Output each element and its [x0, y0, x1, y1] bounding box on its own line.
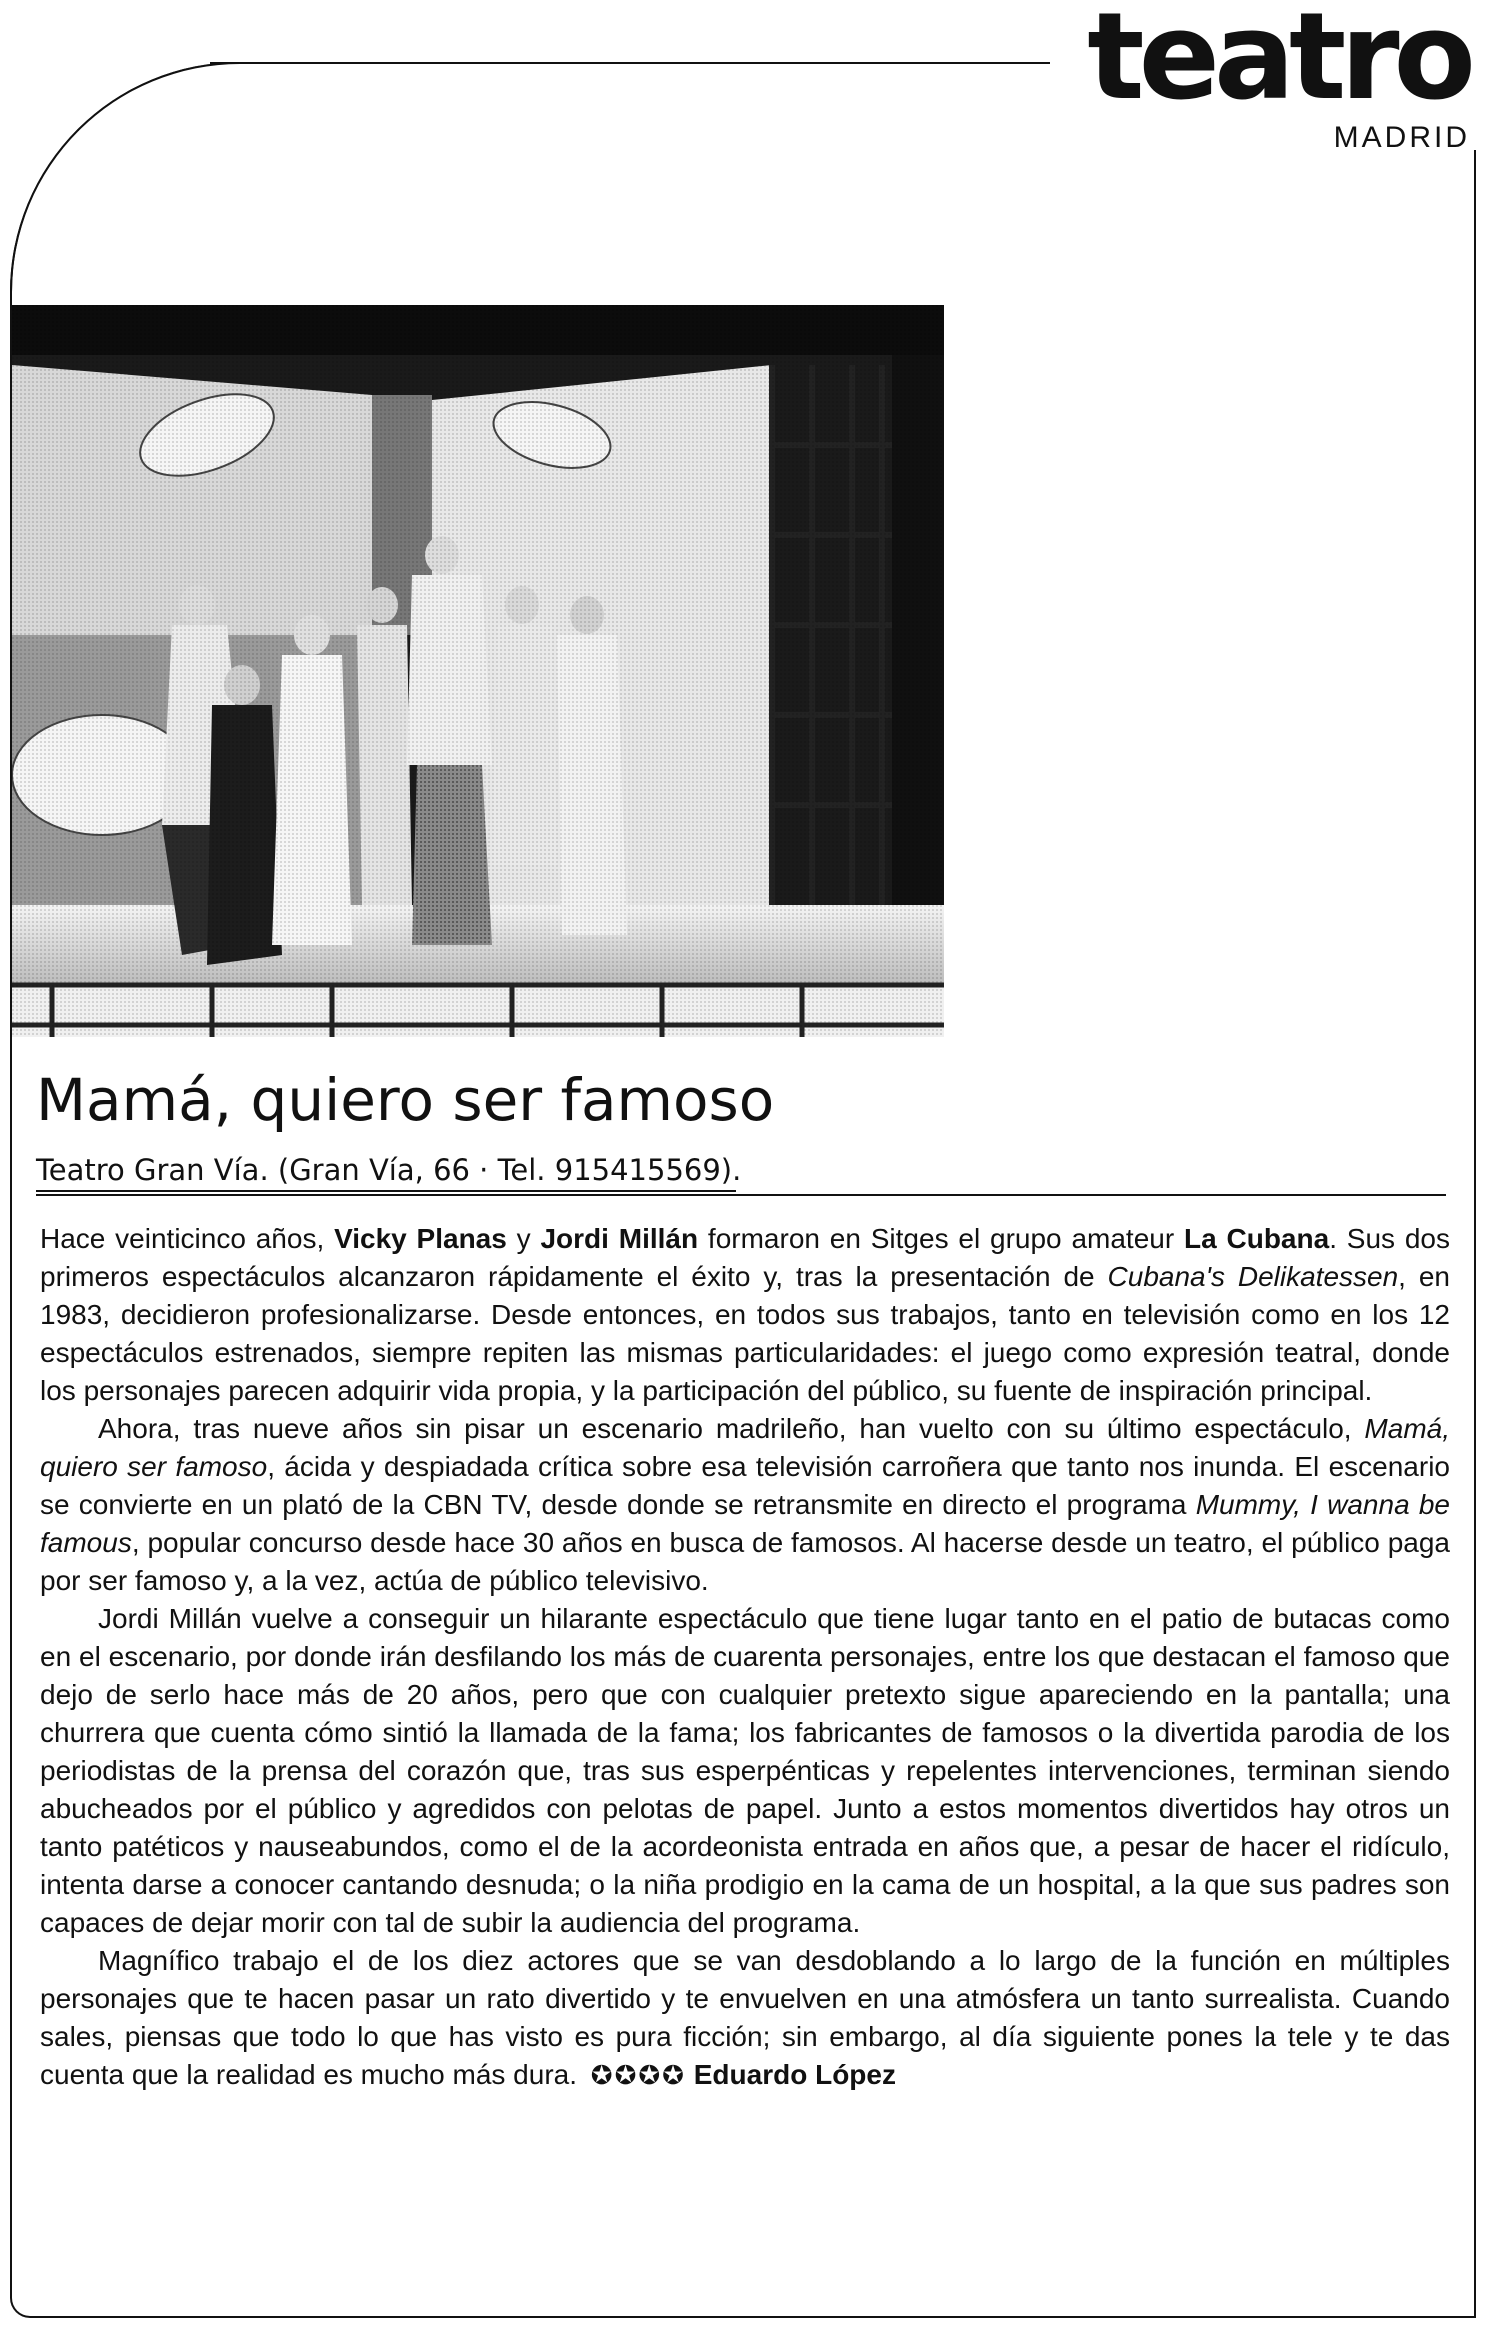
star-icon: ✪: [614, 2060, 639, 2090]
paragraph-4: Magnífico trabajo el de los diez actores que se van desdoblando a lo largo de la función en múltiples personajes que te hacen pasar un rato divertido y te envuelven en una atmósfera un tanto surrealista. Cuando sales, piensas que todo lo que has visto es pura ficción; sin embargo, al día siguiente pones la tele y te das cuenta que la realidad es mucho más dura. ✪✪✪✪ Eduardo López: [40, 1945, 1450, 2090]
person-name: Vicky Planas: [334, 1223, 507, 1254]
paragraph-1: Hace veinticinco años, Vicky Planas y Jordi Millán formaron en Sitges el grupo amateur La Cubana. Sus dos primeros espectáculos alcanzaron rápidamente el éxito y, tras la presentación de Cubana's Delikatessen, en 1983, decidieron profesionalizarse. Desde entonces, en todos sus trabajos, tanto en televisión como en los 12 espectáculos estrenados, siempre repiten las mismas particularidades: el juego como expresión teatral, donde los personajes parecen adquirir vida propia, y la participación del público, su fuente de inspiración principal.: [40, 1223, 1451, 1406]
star-icon: ✪: [662, 2060, 686, 2090]
section-city: MADRID: [1333, 121, 1470, 154]
paragraph-3: Jordi Millán vuelve a conseguir un hilarante espectáculo que tiene lugar tanto en el patio de butacas como en el escenario, por donde irán desfilando los más de cuarenta personajes, entre los que destacan el famoso que dejo de serlo hace más de 20 años, pero que con cualquier pretexto sigue apareciendo en la pantalla; una churrera que cuenta cómo sintió la llamada de la fama; los fabricantes de famosos o la divertida parodia de los periodistas de la prensa del corazón que, tras sus esperpénticas y repelentes intervenciones, terminan siendo abucheados por el público y agredidos con pelotas de papel. Junto a estos momentos divertidos hay otros un tanto patéticos y nauseabundos, como el de la acordeonista entrada en años que, a pesar de hacer el ridículo, intenta darse a conocer cantando desnuda; o la niña prodigio en la cama de un hospital, a la que sus padres son capaces de dejar morir con tal de subir la audiencia del programa.: [40, 1603, 1450, 1938]
star-icon: ✪: [590, 2060, 615, 2090]
program-title: Mummy, I wanna be famous: [40, 1489, 1450, 1558]
venue-underline: [36, 1190, 736, 1192]
article-title: Mamá, quiero ser famoso: [36, 1066, 775, 1134]
rating-stars: [591, 2060, 686, 2090]
company-name: La Cubana: [1184, 1223, 1330, 1254]
author-name: Eduardo López: [693, 2059, 896, 2090]
venue-info: Teatro Gran Vía. (Gran Vía, 66 · Tel. 915415569).: [36, 1153, 742, 1187]
work-title: Mamá, quiero ser famoso: [40, 1413, 1450, 1482]
article-body: [40, 1220, 1450, 2094]
star-icon: ✪: [638, 2060, 663, 2090]
section-title: teatro: [1087, 0, 1470, 127]
stage-photo: [12, 305, 944, 1037]
masthead: [1087, 0, 1470, 155]
paragraph-2: Ahora, tras nueve años sin pisar un escenario madrileño, han vuelto con su último espectáculo, Mamá, quiero ser famoso, ácida y despiadada crítica sobre esa televisión carroñera que tanto nos inunda. El escenario se convierte en un plató de la CBN TV, desde donde se retransmite en directo el programa Mummy, I wanna be famous, popular concurso desde hace 30 años en busca de famosos. Al hacerse desde un teatro, el público paga por ser famoso y, a la vez, actúa de público televisivo.: [40, 1413, 1450, 1596]
person-name: Jordi Millán: [540, 1223, 699, 1254]
section-divider: [36, 1194, 1446, 1196]
work-title: Cubana's Delikatessen: [1107, 1261, 1399, 1292]
